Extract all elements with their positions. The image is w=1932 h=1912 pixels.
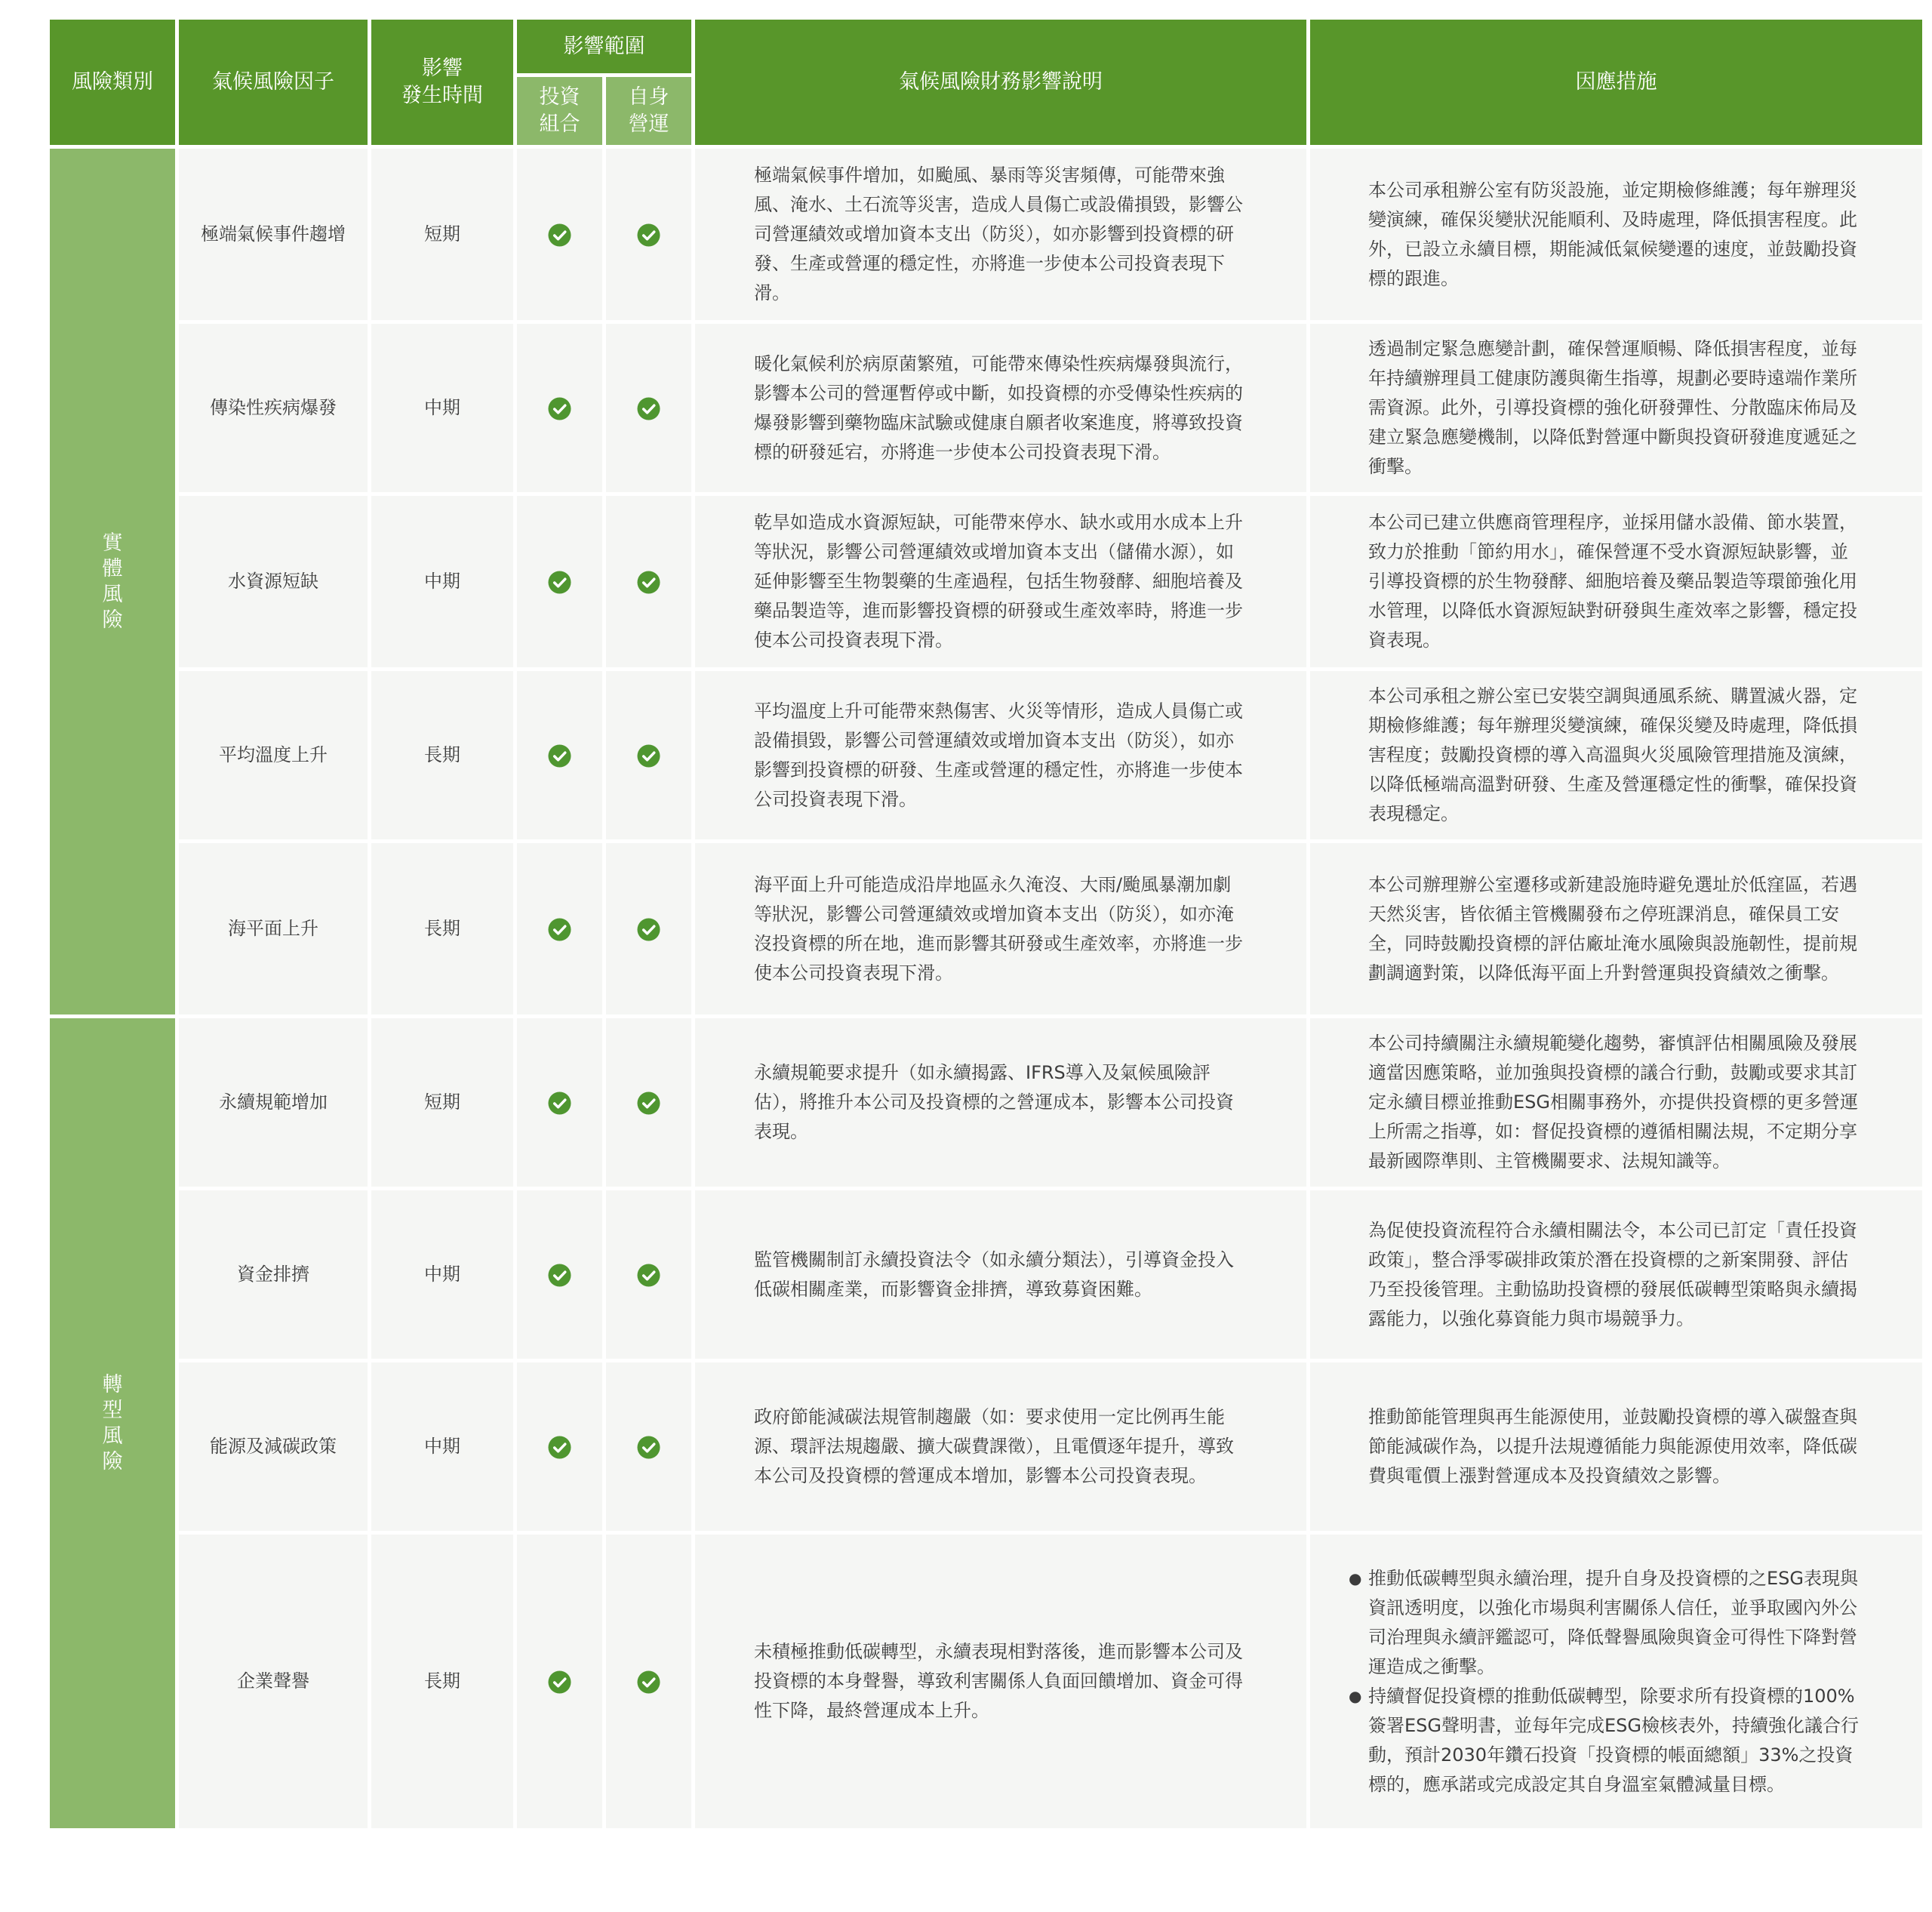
- check-circle-icon: [637, 1436, 660, 1459]
- scope-portfolio-cell: [517, 1535, 602, 1828]
- check-circle-icon: [548, 397, 571, 420]
- scope-portfolio-cell: [517, 496, 602, 667]
- table-row: [50, 496, 1922, 667]
- time-horizon: 中期: [371, 496, 513, 667]
- scope-operation-cell: [606, 671, 691, 839]
- header-scope-operation: [606, 77, 691, 145]
- time-horizon: 長期: [371, 671, 513, 839]
- financial-impact-description: 永續規範要求提升（如永續揭露、IFRS導入及氣候風險評估），將推升本公司及投資標的之營運成本，影響本公司投資表現。: [695, 1018, 1306, 1187]
- check-circle-icon: [637, 1264, 660, 1287]
- scope-operation-cell: [606, 1535, 691, 1828]
- response-measures: 本公司承租之辦公室已安裝空調與通風系統、購置滅火器，定期檢修維護；每年辦理災變演練，確保災變及時處理，降低損害程度；鼓勵投資標的導入高溫與火災風險管理措施及演練，以降低極端高溫對研發、生產及營運穩定性的衝擊，確保投資表現穩定。: [1310, 671, 1922, 839]
- check-circle-icon: [548, 1264, 571, 1287]
- header-time-label: 影響 發生時間: [401, 57, 483, 107]
- category-label: 實體風險: [102, 531, 123, 632]
- time-horizon: 中期: [371, 1190, 513, 1359]
- financial-impact-description: 政府節能減碳法規管制趨嚴（如：要求使用一定比例再生能源、環評法規趨嚴、擴大碳費課徵），且電價逐年提升，導致本公司及投資標的營運成本增加，影響本公司投資表現。: [695, 1362, 1306, 1531]
- time-horizon: 短期: [371, 149, 513, 320]
- check-circle-icon: [637, 1670, 660, 1694]
- check-circle-icon: [548, 1091, 571, 1115]
- time-horizon: 長期: [371, 1535, 513, 1828]
- table-row: [50, 1362, 1922, 1531]
- risk-factor: 傳染性疾病爆發: [179, 324, 368, 492]
- response-measures: 本公司辦理辦公室遷移或新建設施時避免選址於低窪區，若遇天然災害，皆依循主管機關發布之停班課消息，確保員工安全，同時鼓勵投資標的評估廠址淹水風險與設施韌性，提前規劃調適對策，以降低海平面上升對營運與投資績效之衝擊。: [1310, 843, 1922, 1014]
- response-measures: 透過制定緊急應變計劃，確保營運順暢、降低損害程度，並每年持續辦理員工健康防護與衛生指導，規劃必要時遠端作業所需資源。此外，引導投資標的強化研發彈性、分散臨床佈局及建立緊急應變機制，以降低對營運中斷與投資研發進度遞延之衝擊。: [1310, 324, 1922, 492]
- scope-portfolio-cell: [517, 1362, 602, 1531]
- scope-operation-cell: [606, 1018, 691, 1187]
- check-circle-icon: [548, 223, 571, 247]
- scope-operation-cell: [606, 1362, 691, 1531]
- response-measures: 為促使投資流程符合永續相關法令，本公司已訂定「責任投資政策」，整合淨零碳排政策於潛在投資標的之新案開發、評估乃至投後管理。主動協助投資標的發展低碳轉型策略與永續揭露能力，以強化募資能力與市場競爭力。: [1310, 1190, 1922, 1359]
- time-horizon: 長期: [371, 843, 513, 1014]
- risk-factor: 水資源短缺: [179, 496, 368, 667]
- table-row: [50, 843, 1922, 1014]
- table-row: [50, 324, 1922, 492]
- financial-impact-description: 平均溫度上升可能帶來熱傷害、火災等情形，造成人員傷亡或設備損毀，影響公司營運績效或增加資本支出（防災），如亦影響到投資標的研發、生產或營運的穩定性，亦將進一步使本公司投資表現下滑。: [695, 671, 1306, 839]
- financial-impact-description: 未積極推動低碳轉型，永續表現相對落後，進而影響本公司及投資標的本身聲譽，導致利害關係人負面回饋增加、資金可得性下降，最終營運成本上升。: [695, 1535, 1306, 1828]
- risk-factor: 資金排擠: [179, 1190, 368, 1359]
- time-horizon: 中期: [371, 324, 513, 492]
- scope-operation-cell: [606, 1190, 691, 1359]
- check-circle-icon: [548, 918, 571, 941]
- table-row: [50, 1018, 1922, 1187]
- check-circle-icon: [637, 918, 660, 941]
- header-response: 因應措施: [1310, 20, 1922, 145]
- check-circle-icon: [548, 1436, 571, 1459]
- table-body: [50, 149, 1922, 1828]
- header-scope-portfolio: [517, 77, 602, 145]
- scope-operation-cell: [606, 843, 691, 1014]
- risk-factor: 平均溫度上升: [179, 671, 368, 839]
- risk-factor: 能源及減碳政策: [179, 1362, 368, 1531]
- header-scope-operation-label: 自身 營運: [628, 85, 669, 136]
- scope-portfolio-cell: [517, 149, 602, 320]
- financial-impact-description: 極端氣候事件增加，如颱風、暴雨等災害頻傳，可能帶來強風、淹水、土石流等災害，造成人員傷亡或設備損毀，影響公司營運績效或增加資本支出（防災），如亦影響到投資標的研發、生產或營運的穩定性，亦將進一步使本公司投資表現下滑。: [695, 149, 1306, 320]
- category-label: 轉型風險: [102, 1372, 123, 1473]
- response-measures: 本公司已建立供應商管理程序，並採用儲水設備、節水裝置，致力於推動「節約用水」，確保營運不受水資源短缺影響，並引導投資標的於生物發酵、細胞培養及藥品製造等環節強化用水管理，以降低水資源短缺對研發與生產效率之影響，穩定投資表現。: [1310, 496, 1922, 667]
- scope-operation-cell: [606, 496, 691, 667]
- check-circle-icon: [637, 744, 660, 768]
- scope-portfolio-cell: [517, 843, 602, 1014]
- table-row: [50, 149, 1922, 320]
- financial-impact-description: 海平面上升可能造成沿岸地區永久淹沒、大雨/颱風暴潮加劇等狀況，影響公司營運績效或增加資本支出（防災），如亦淹沒投資標的所在地，進而影響其研發或生產效率，亦將進一步使本公司投資表現下滑。: [695, 843, 1306, 1014]
- financial-impact-description: 監管機關制訂永續投資法令（如永續分類法），引導資金投入低碳相關產業，而影響資金排擠，導致募資困難。: [695, 1190, 1306, 1359]
- header-scope: 影響範圍: [517, 20, 691, 73]
- check-circle-icon: [637, 397, 660, 420]
- response-list-item: ● 推動低碳轉型與永續治理，提升自身及投資標的之ESG表現與資訊透明度，以強化市場與利害關係人信任，並爭取國內外公司治理與永續評鑑認可，降低聲譽風險與資金可得性下降對營運造成之衝擊。: [1368, 1564, 1866, 1682]
- table-row: [50, 671, 1922, 839]
- check-circle-icon: [548, 1670, 571, 1694]
- scope-portfolio-cell: [517, 324, 602, 492]
- scope-portfolio-cell: [517, 1190, 602, 1359]
- header-scope-portfolio-label: 投資 組合: [539, 85, 580, 136]
- scope-portfolio-cell: [517, 1018, 602, 1187]
- risk-factor: 永續規範增加: [179, 1018, 368, 1187]
- scope-portfolio-cell: [517, 671, 602, 839]
- check-circle-icon: [548, 744, 571, 768]
- check-circle-icon: [637, 571, 660, 594]
- check-circle-icon: [548, 571, 571, 594]
- response-measures: [1310, 1535, 1922, 1828]
- financial-impact-description: 乾旱如造成水資源短缺，可能帶來停水、缺水或用水成本上升等狀況，影響公司營運績效或增加資本支出（儲備水源），如延伸影響至生物製藥的生產過程，包括生物發酵、細胞培養及藥品製造等，進而影響投資標的研發或生產效率時，將進一步使本公司投資表現下滑。: [695, 496, 1306, 667]
- header-description: 氣候風險財務影響說明: [695, 20, 1306, 145]
- response-measures: 推動節能管理與再生能源使用，並鼓勵投資標的導入碳盤查與節能減碳作為，以提升法規遵循能力與能源使用效率，降低碳費與電價上漲對營運成本及投資績效之影響。: [1310, 1362, 1922, 1531]
- scope-operation-cell: [606, 149, 691, 320]
- response-measures: 本公司承租辦公室有防災設施，並定期檢修維護；每年辦理災變演練，確保災變狀況能順利、及時處理，降低損害程度。此外，已設立永續目標，期能減低氣候變遷的速度，並鼓勵投資標的跟進。: [1310, 149, 1922, 320]
- time-horizon: 中期: [371, 1362, 513, 1531]
- risk-factor: 極端氣候事件趨增: [179, 149, 368, 320]
- scope-operation-cell: [606, 324, 691, 492]
- response-list-item: ● 持續督促投資標的推動低碳轉型，除要求所有投資標的100%簽署ESG聲明書，並每年完成ESG檢核表外，持續強化議合行動，預計2030年鑽石投資「投資標的帳面總額」33%之投資標的，應承諾或完成設定其自身溫室氣體減量目標。: [1368, 1682, 1866, 1800]
- financial-impact-description: 暖化氣候利於病原菌繁殖，可能帶來傳染性疾病爆發與流行，影響本公司的營運暫停或中斷，如投資標的亦受傳染性疾病的爆發影響到藥物臨床試驗或健康自願者收案進度，將導致投資標的研發延宕，亦將進一步使本公司投資表現下滑。: [695, 324, 1306, 492]
- header-time: [371, 20, 513, 145]
- climate-risk-table: [46, 16, 1926, 1832]
- risk-factor: 企業聲譽: [179, 1535, 368, 1828]
- category-cell: [50, 1018, 175, 1828]
- climate-risk-table-wrapper: [50, 20, 1903, 1828]
- time-horizon: 短期: [371, 1018, 513, 1187]
- response-list: [1368, 1564, 1866, 1800]
- check-circle-icon: [637, 223, 660, 247]
- table-row: [50, 1190, 1922, 1359]
- header-factor: 氣候風險因子: [179, 20, 368, 145]
- table-row: [50, 1535, 1922, 1828]
- response-measures: 本公司持續關注永續規範變化趨勢，審慎評估相關風險及發展適當因應策略，並加強與投資標的議合行動，鼓勵或要求其訂定永續目標並推動ESG相關事務外，亦提供投資標的更多營運上所需之指導，如：督促投資標的遵循相關法規，不定期分享最新國際準則、主管機關要求、法規知識等。: [1310, 1018, 1922, 1187]
- category-cell: [50, 149, 175, 1014]
- check-circle-icon: [637, 1091, 660, 1115]
- risk-factor: 海平面上升: [179, 843, 368, 1014]
- header-category: 風險類別: [50, 20, 175, 145]
